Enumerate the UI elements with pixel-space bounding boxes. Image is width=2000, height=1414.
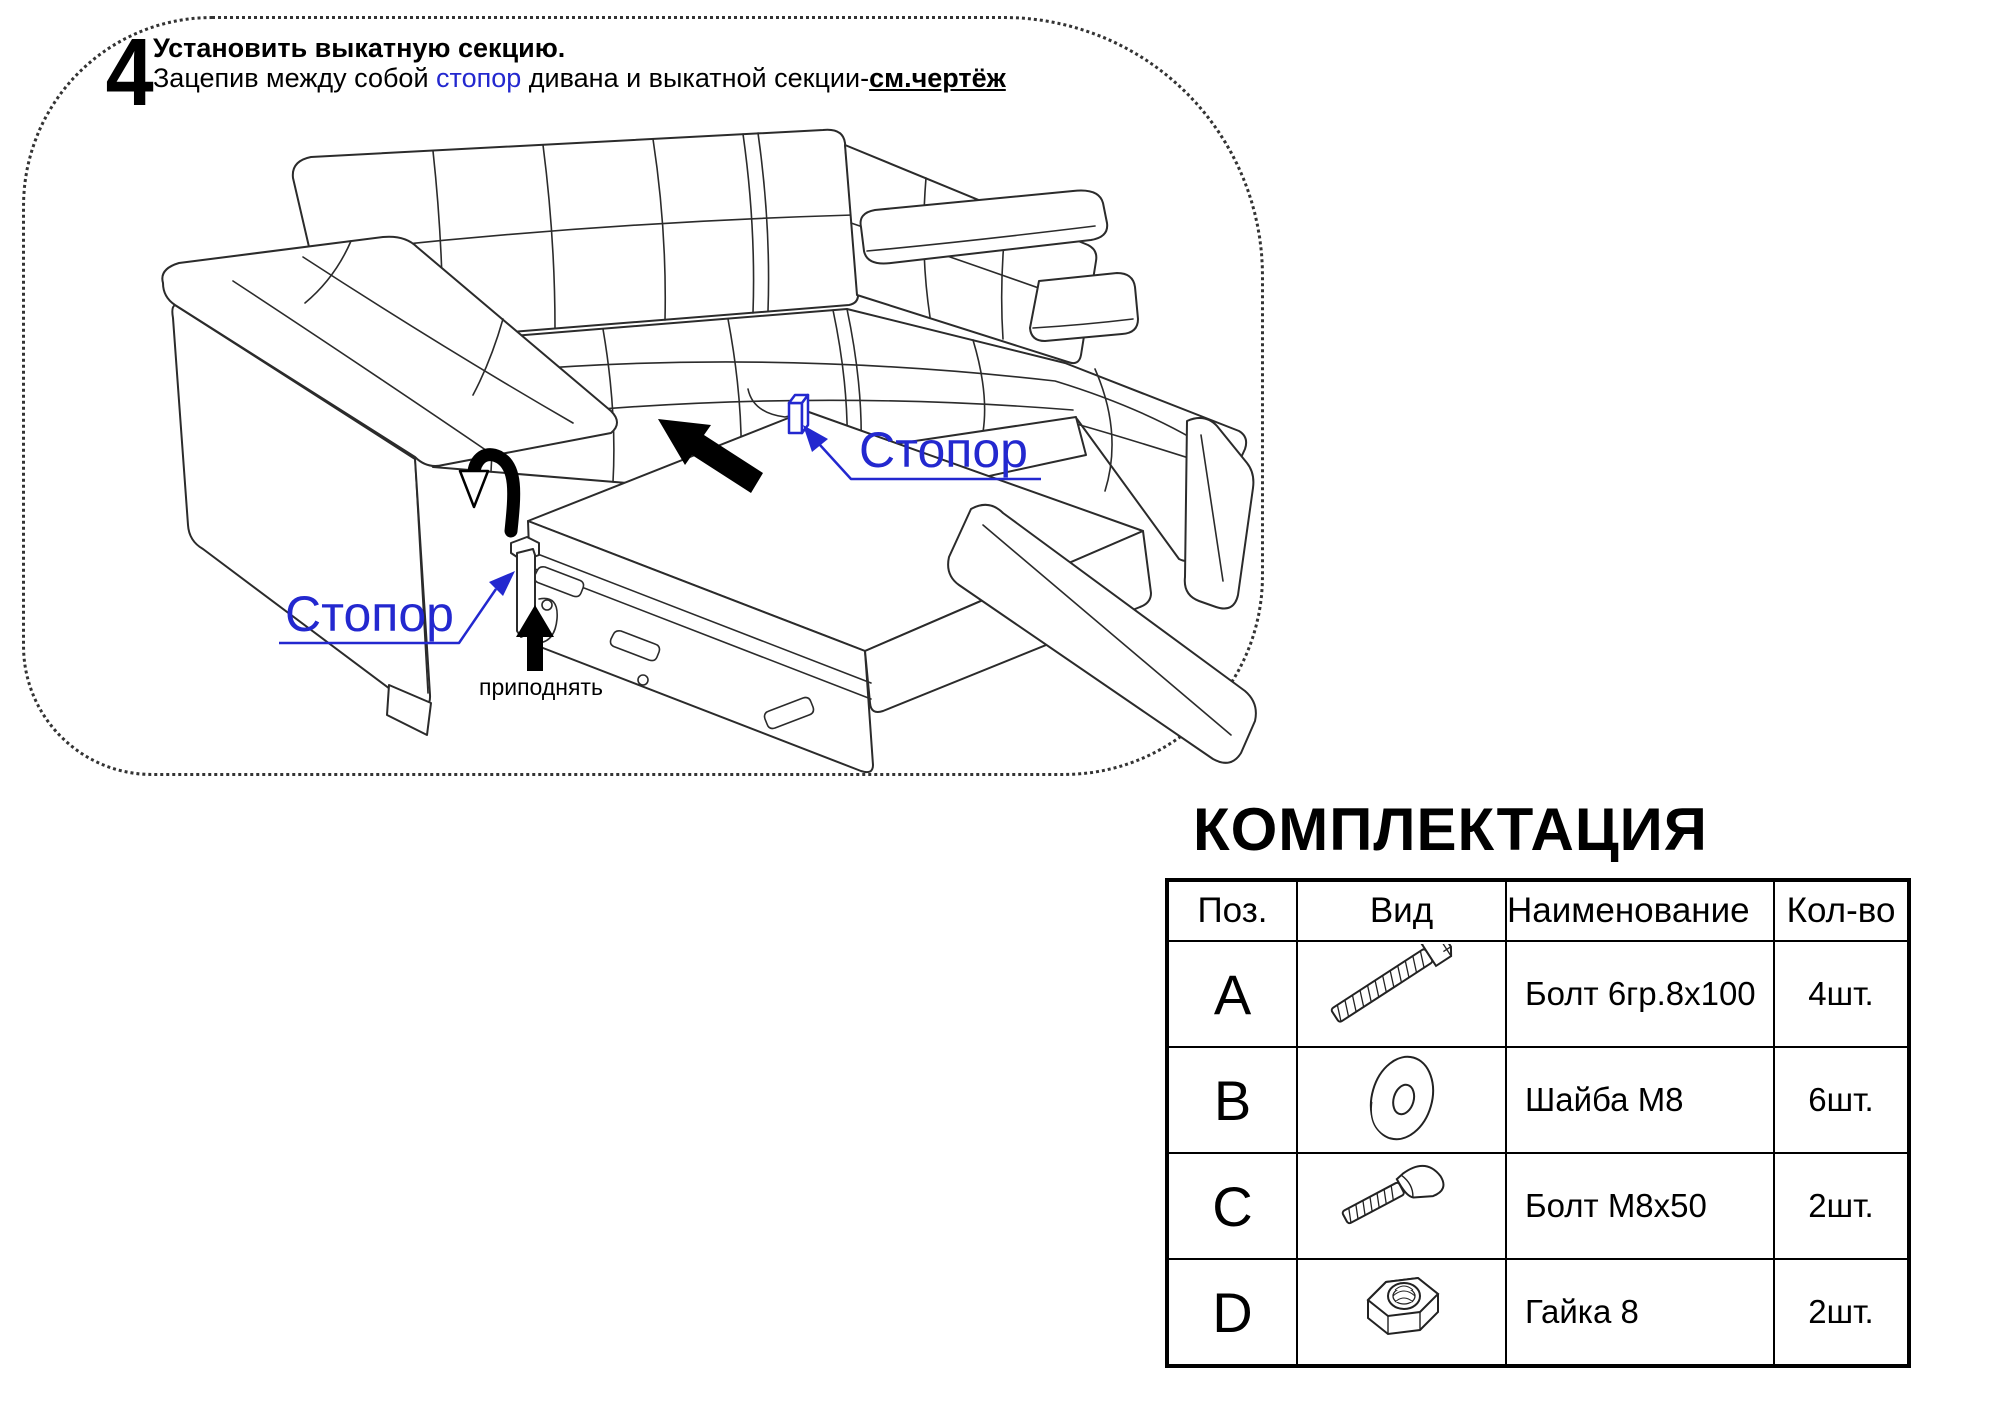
washer-icon [1307,1050,1497,1146]
part-pos: B [1167,1047,1297,1153]
desc-part1: Зацепив между собой [153,63,437,93]
table-row [1167,1047,1909,1153]
kit-section [1165,795,1896,1368]
sofa-diagram [143,123,1273,783]
table-row [1167,1153,1909,1259]
step-description [153,63,1006,94]
part-qty: 4шт. [1774,941,1909,1047]
desc-stopper-word: стопор [436,63,522,93]
hex-bolt-icon [1307,944,1497,1040]
hex-nut-icon [1307,1262,1497,1358]
col-header-name: Наименование [1506,880,1774,941]
col-header-pos: Поз. [1167,880,1297,941]
step-number: 4 [105,19,152,126]
part-name: Болт М8х50 [1506,1153,1774,1259]
part-qty: 2шт. [1774,1153,1909,1259]
part-name: Болт 6гр.8х100 [1506,941,1774,1047]
lift-label: приподнять [479,674,603,700]
step-title: Установить выкатную секцию. [153,33,566,63]
col-header-view: Вид [1297,880,1506,941]
part-pos: D [1167,1259,1297,1366]
stopper-label-right: Стопор [859,422,1028,478]
kit-table [1165,878,1911,1368]
kit-title: КОМПЛЕКТАЦИЯ [1193,796,1708,863]
desc-drawing-ref: см.чертёж [869,63,1006,93]
part-pos: C [1167,1153,1297,1259]
part-pos: A [1167,941,1297,1047]
table-row [1167,941,1909,1047]
step-panel [22,16,1264,776]
kit-header-row [1167,880,1909,941]
part-qty: 2шт. [1774,1259,1909,1366]
col-header-qty: Кол-во [1774,880,1909,941]
part-name: Гайка 8 [1506,1259,1774,1366]
desc-part2: дивана и выкатной секции- [521,63,870,93]
carriage-bolt-icon [1307,1156,1497,1252]
part-name: Шайба М8 [1506,1047,1774,1153]
part-qty: 6шт. [1774,1047,1909,1153]
stopper-label-left: Стопор [285,586,454,642]
table-row [1167,1259,1909,1366]
